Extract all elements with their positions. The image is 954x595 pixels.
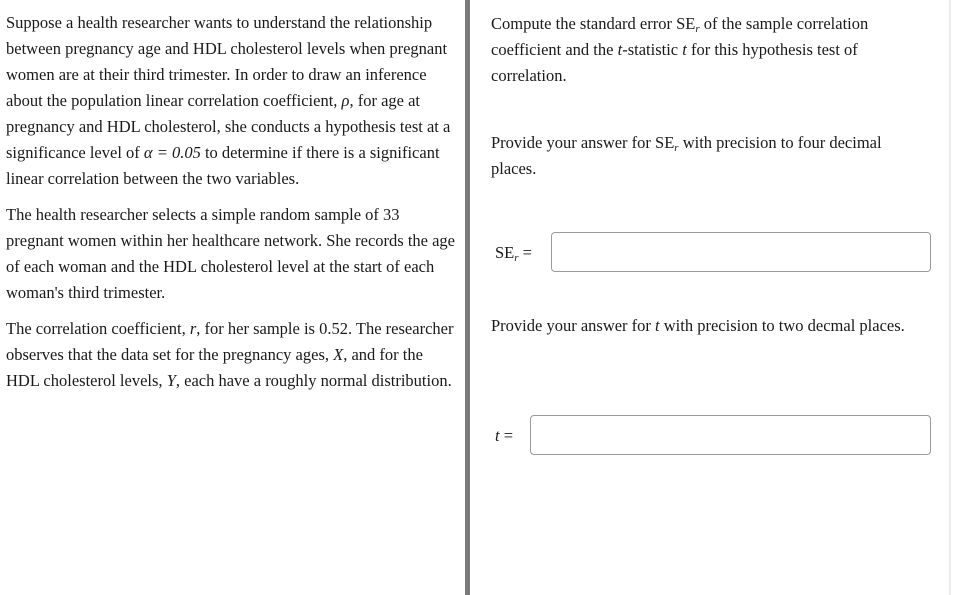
t-answer-row: [491, 415, 931, 457]
t-label: t =: [495, 426, 514, 445]
se-instruction: Provide your answer for $SE_r$ with precision to four decimal places.: [491, 133, 882, 178]
right-edge-border: [949, 0, 951, 595]
se-input[interactable]: [551, 232, 931, 272]
question-intro: Compute the standard error $SE_r$ of the sample correlation coefficient and the t-statistic t for this hypothesis test of correlation.: [491, 14, 869, 85]
t-instruction: Provide your answer for t with precision to two decmal places.: [491, 316, 905, 335]
t-input[interactable]: [530, 415, 931, 455]
problem-paragraph-1: Suppose a health researcher wants to understand the relationship between pregnancy age and HDL cholesterol levels when pregnant women are at their third trimester. In order to draw an inference about the population linear correlation coefficient, ρ, for age at pregnancy and HDL cholesterol, she conducts a hypothesis test at a significance level of α = 0.05 to determine if there is a significant linear correlation between the two variables.: [6, 13, 451, 188]
pane-divider[interactable]: [465, 0, 470, 595]
se-label: $SE_r$ =: [495, 243, 532, 264]
se-answer-row: [491, 232, 931, 274]
problem-statement: [6, 10, 458, 404]
problem-paragraph-2: The health researcher selects a simple random sample of 33 pregnant women within her healthcare network. She records the age of each woman and the HDL cholesterol level at the start of each woman's third trimester.: [6, 205, 455, 302]
problem-paragraph-3: The correlation coefficient, r, for her sample is 0.52. The researcher observes that the data set for the pregnancy ages, X, and for the HDL cholesterol levels, Y, each have a roughly normal distribution.: [6, 319, 454, 390]
